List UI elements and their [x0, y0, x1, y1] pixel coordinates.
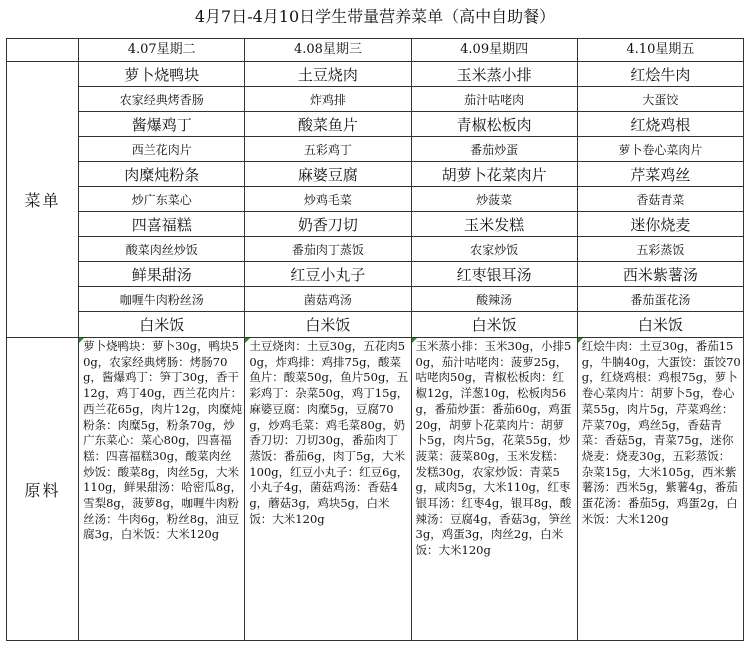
dish-cell: 酸辣汤 — [411, 287, 577, 312]
dish-cell: 萝卜烧鸭块 — [79, 62, 245, 87]
menu-row — [7, 287, 744, 312]
header-row — [7, 39, 744, 62]
dish-cell: 胡萝卜花菜肉片 — [411, 162, 577, 187]
dish-cell: 青椒松板肉 — [411, 112, 577, 137]
menu-row — [7, 237, 744, 262]
day-header: 4.09星期四 — [411, 39, 577, 62]
menu-row — [7, 312, 744, 338]
ingredients-cell — [411, 338, 577, 641]
menu-row — [7, 212, 744, 237]
ingredients-section-label: 原料 — [7, 338, 79, 641]
ingredients-cell — [79, 338, 245, 641]
dish-cell: 白米饭 — [245, 312, 411, 338]
menu-row — [7, 162, 744, 187]
dish-cell: 酱爆鸡丁 — [79, 112, 245, 137]
dish-cell: 鲜果甜汤 — [79, 262, 245, 287]
dish-cell: 五彩蒸饭 — [577, 237, 743, 262]
dish-cell: 白米饭 — [79, 312, 245, 338]
ingredients-text: 土豆烧肉：土豆30g，五花肉50g，炸鸡排：鸡排75g，酸菜鱼片：酸菜50g，鱼片50g，五彩鸡丁：杂菜50g，鸡丁15g，麻婆豆腐：肉糜5g，豆腐70g，炒鸡毛菜：鸡毛菜80g，奶香刀切：刀切30g，番茄肉丁蒸饭：番茄6g，肉丁5g，大米100g，红豆小丸子：红豆6g，小丸子4g，菌菇鸡汤：香菇4g，蘑菇3g，鸡块5g，白米饭：大米120g — [249, 339, 409, 526]
dish-cell: 芹菜鸡丝 — [577, 162, 743, 187]
dish-cell: 麻婆豆腐 — [245, 162, 411, 187]
cell-corner-marker-icon — [412, 338, 417, 343]
menu-row — [7, 87, 744, 112]
corner-cell — [7, 39, 79, 62]
dish-cell: 番茄炒蛋 — [411, 137, 577, 162]
dish-cell: 炸鸡排 — [245, 87, 411, 112]
dish-cell: 红豆小丸子 — [245, 262, 411, 287]
dish-cell: 玉米发糕 — [411, 212, 577, 237]
dish-cell: 大蛋饺 — [577, 87, 743, 112]
dish-cell: 酸菜鱼片 — [245, 112, 411, 137]
ingredients-cell — [577, 338, 743, 641]
dish-cell: 土豆烧肉 — [245, 62, 411, 87]
dish-cell: 西兰花肉片 — [79, 137, 245, 162]
ingredients-text: 玉米蒸小排：玉米30g，小排50g，茄汁咕咾肉：菠萝25g，咕咾肉50g，青椒松板肉：红椒12g，洋葱10g，松板肉56g，番茄炒蛋：番茄60g，鸡蛋20g，胡萝卜花菜肉片：胡萝卜5g，肉片5g，花菜55g，炒菠菜：菠菜80g，玉米发糕：发糕30g，农家炒饭：青菜5g，咸肉5g，大米110g，红枣银耳汤：红枣4g，银耳8g，酸辣汤：豆腐4g，香菇3g，笋丝3g，鸡蛋3g，肉丝2g，白米饭：大米120g — [415, 339, 572, 558]
cell-corner-marker-icon — [79, 338, 84, 343]
dish-cell: 五彩鸡丁 — [245, 137, 411, 162]
dish-cell: 香菇青菜 — [577, 187, 743, 212]
dish-cell: 玉米蒸小排 — [411, 62, 577, 87]
ingredients-text: 萝卜烧鸭块：萝卜30g，鸭块50g，农家经典烤肠：烤肠70g，酱爆鸡丁：笋丁30g，香干12g，鸡丁40g，西兰花肉片：西兰花65g，肉片12g，肉糜炖粉条：肉糜5g，粉条70g，炒广东菜心：菜心80g，四喜福糕：四喜福糕30g，酸菜肉丝炒饭：酸菜8g，肉丝5g，大米110g，鲜果甜汤：哈密瓜8g，雪梨8g，菠萝8g，咖喱牛肉粉丝汤：牛肉6g，粉丝8g，油豆腐3g，白米饭：大米120g — [83, 339, 243, 542]
dish-cell: 炒鸡毛菜 — [245, 187, 411, 212]
dish-cell: 炒菠菜 — [411, 187, 577, 212]
day-header: 4.08星期三 — [245, 39, 411, 62]
menu-row — [7, 187, 744, 212]
dish-cell: 迷你烧麦 — [577, 212, 743, 237]
cell-corner-marker-icon — [245, 338, 250, 343]
menu-row — [7, 112, 744, 137]
cell-corner-marker-icon — [578, 338, 583, 343]
dish-cell: 四喜福糕 — [79, 212, 245, 237]
ingredients-cell — [245, 338, 411, 641]
dish-cell: 菌菇鸡汤 — [245, 287, 411, 312]
dish-cell: 萝卜卷心菜肉片 — [577, 137, 743, 162]
dish-cell: 农家经典烤香肠 — [79, 87, 245, 112]
dish-cell: 西米紫薯汤 — [577, 262, 743, 287]
dish-cell: 肉糜炖粉条 — [79, 162, 245, 187]
menu-section-label: 菜单 — [7, 62, 79, 338]
menu-row — [7, 62, 744, 87]
dish-cell: 奶香刀切 — [245, 212, 411, 237]
dish-cell: 红烩牛肉 — [577, 62, 743, 87]
dish-cell: 白米饭 — [577, 312, 743, 338]
dish-cell: 红枣银耳汤 — [411, 262, 577, 287]
dish-cell: 农家炒饭 — [411, 237, 577, 262]
menu-row — [7, 262, 744, 287]
menu-table — [6, 38, 744, 641]
dish-cell: 茄汁咕咾肉 — [411, 87, 577, 112]
day-header: 4.07星期二 — [79, 39, 245, 62]
page-title: 4月7日-4月10日学生带量营养菜单（高中自助餐） — [194, 7, 556, 26]
day-header: 4.10星期五 — [577, 39, 743, 62]
ingredients-text: 红烩牛肉：土豆30g，番茄15g，牛腩40g，大蛋饺：蛋饺70g，红烧鸡根：鸡根75g，萝卜卷心菜肉片：胡萝卜5g，卷心菜55g，肉片5g，芹菜鸡丝：芹菜70g，鸡丝5g，香菇青菜：香菇5g，青菜75g，迷你烧麦：烧麦30g，五彩蒸饭：杂菜15g，大米105g，西米紫薯汤：西米5g，紫薯4g，番茄蛋花汤：番茄5g，鸡蛋2g，白米饭：大米120g — [581, 339, 741, 526]
dish-cell: 红烧鸡根 — [577, 112, 743, 137]
dish-cell: 咖喱牛肉粉丝汤 — [79, 287, 245, 312]
dish-cell: 白米饭 — [411, 312, 577, 338]
menu-row — [7, 137, 744, 162]
dish-cell: 炒广东菜心 — [79, 187, 245, 212]
dish-cell: 酸菜肉丝炒饭 — [79, 237, 245, 262]
dish-cell: 番茄蛋花汤 — [577, 287, 743, 312]
ingredients-row — [7, 338, 744, 641]
dish-cell: 番茄肉丁蒸饭 — [245, 237, 411, 262]
